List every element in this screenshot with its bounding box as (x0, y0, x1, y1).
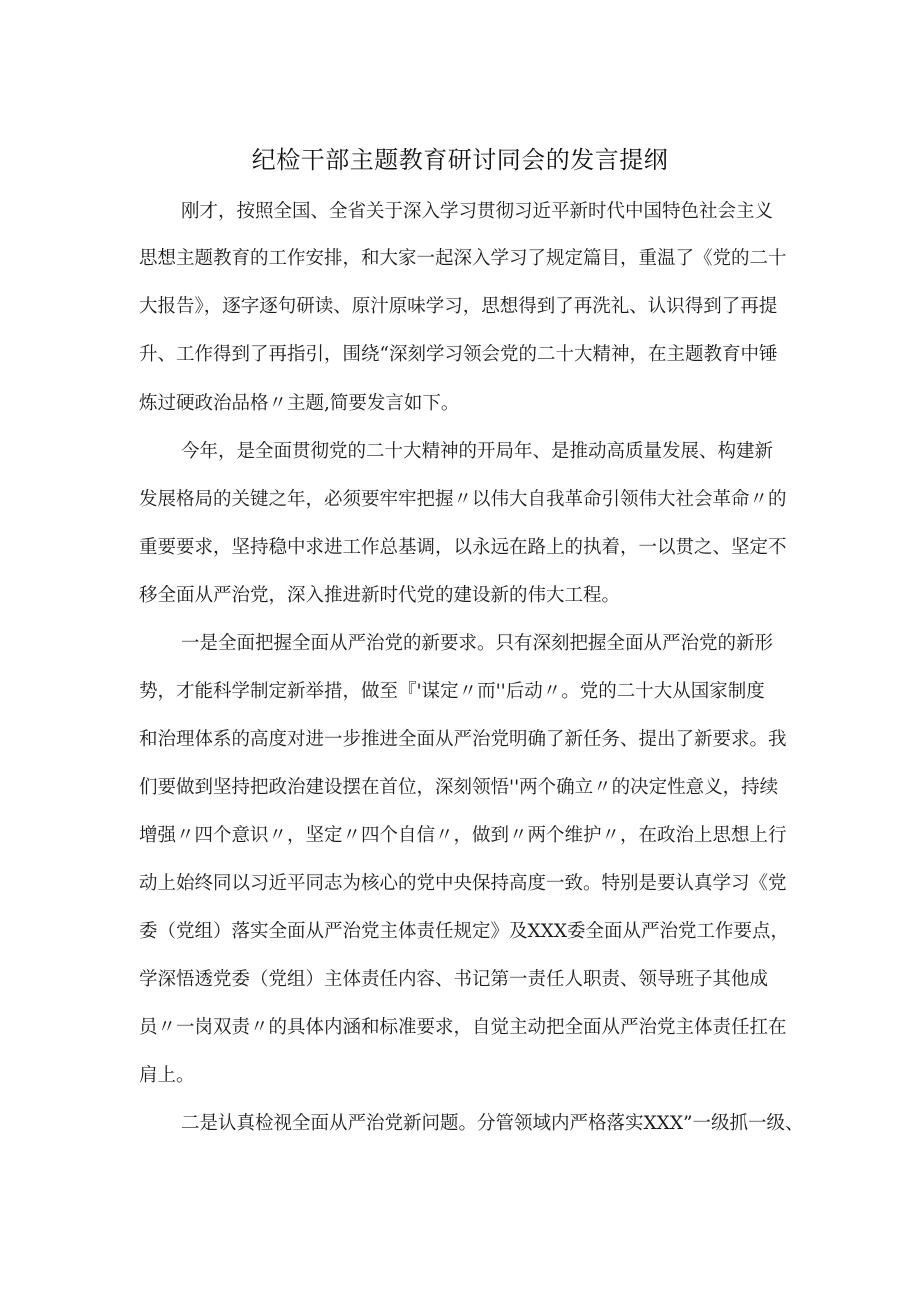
paragraph-line: 学深悟透党委（党组）主体责任内容、书记第一责任人职责、领导班子其他成 (139, 969, 769, 990)
paragraph-line: 员〃一岗双责〃的具体内涵和标准要求，自觉主动把全面从严治党主体责任扛在 (139, 1017, 787, 1038)
paragraph-line: 二是认真检视全面从严治党新问题。分管领域内严格落实XXX”一级抓一级、 (181, 1113, 804, 1134)
paragraph-line: 移全面从严治党，深入推进新时代党的建设新的伟大工程。 (139, 585, 621, 606)
paragraph-line: 一是全面把握全面从严治党的新要求。只有深刻把握全面从严治党的新形 (181, 633, 774, 654)
paragraph-line: 炼过硬政治品格〃主题,简要发言如下。 (139, 393, 460, 414)
paragraph-line: 大报告》，逐字逐句研读、原汁原味学习，思想得到了再洗礼、认识得到了再提 (139, 296, 778, 317)
paragraph-line: 今年，是全面贯彻党的二十大精神的开局年、是推动高质量发展、构建新 (181, 441, 774, 462)
paragraph-line: 委（党组）落实全面从严治党主体责任规定》及XXX委全面从严治党工作要点， (139, 921, 790, 942)
paragraph-line: 升、工作得到了再指引，围绕“深刻学习领会党的二十大精神，在主题教育中锤 (139, 344, 778, 365)
paragraph-line: 增强〃四个意识〃，坚定〃四个自信〃，做到〃两个维护〃，在政治上思想上行 (139, 825, 787, 846)
paragraph-line: 势，才能科学制定新举措，做至『'谋定〃而''后动〃。党的二十大从国家制度 (139, 681, 765, 702)
paragraph-line: 思想主题教育的工作安排，和大家一起深入学习了规定篇目，重温了《党的二十 (139, 248, 787, 269)
paragraph-line: 发展格局的关键之年，必须要牢牢把握〃以伟大自我革命引领伟大社会革命〃的 (139, 489, 787, 510)
paragraph-line: 肩上。 (139, 1065, 195, 1086)
paragraph-line: 动上始终同以习近平同志为核心的党中央保持高度一致。特别是要认真学习《党 (139, 873, 787, 894)
document-title: 纪检干部主题教育研讨同会的发言提纲 (251, 146, 669, 174)
paragraph-line: 刚才，按照全国、全省关于深入学习贯彻习近平新时代中国特色社会主义 (181, 201, 774, 222)
paragraph-line: 们要做到坚持把政治建设摆在首位，深刻领悟''两个确立〃的决定性意义，持续 (139, 777, 779, 798)
paragraph-line: 重要要求，坚持稳中求进工作总基调，以永远在路上的执着，一以贯之、坚定不 (139, 537, 787, 558)
paragraph-line: 和治理体系的高度对进一步推进全面从严治党明确了新任务、提出了新要求。我 (139, 729, 787, 750)
